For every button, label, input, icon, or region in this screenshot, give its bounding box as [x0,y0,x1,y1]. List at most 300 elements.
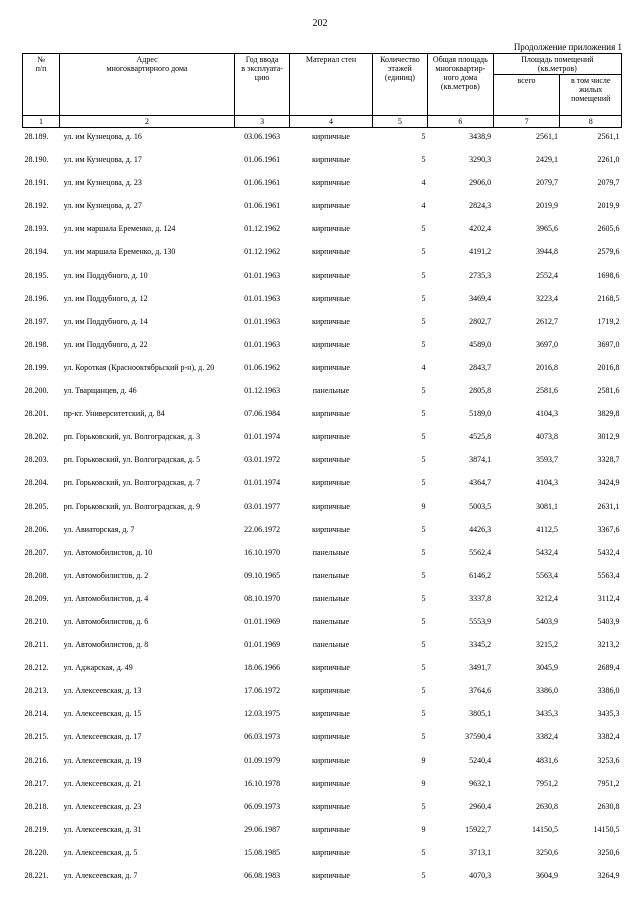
row-material: кирпичные [312,871,350,880]
row-material: кирпичные [312,155,350,165]
row-floors: 5 [421,524,426,534]
table-row [23,451,622,474]
table-row [23,313,622,336]
row-year: 18.06.1966 [244,663,281,673]
row-material: кирпичные [312,663,350,673]
row-year: 06.08.1983 [244,871,281,880]
row-total-area: 37590,4 [465,732,492,742]
row-area-all: 2581,6 [535,386,558,396]
row-floors: 5 [421,316,426,326]
row-area-all: 14150,5 [531,824,558,834]
row-area-living: 2579,6 [597,247,620,257]
row-address: ул. Автомобилистов, д. 10 [63,547,153,557]
row-material: кирпичные [312,709,350,719]
row-floors: 5 [421,132,426,141]
header-address: Адрес многоквартирного дома [60,54,235,116]
row-number: 28.196. [24,293,49,303]
row-number: 28.215. [24,732,49,742]
row-year: 06.09.1973 [244,801,281,811]
row-material: кирпичные [312,247,350,257]
row-year: 03.06.1963 [244,132,281,141]
row-address: ул. Алексеевская, д. 23 [63,801,142,811]
row-address: ул. им маршала Еременко, д. 130 [63,247,176,257]
row-year: 17.06.1972 [244,686,281,696]
row-area-all: 3944,8 [535,247,558,257]
row-year: 01.06.1961 [244,178,281,188]
row-number: 28.205. [24,501,49,511]
row-area-living: 3012,9 [597,432,620,442]
row-total-area: 4191,2 [469,247,492,257]
table-row [23,821,622,844]
row-number: 28.213. [24,686,49,696]
row-area-living: 1698,6 [597,270,620,280]
row-area-living: 14150,5 [593,824,620,834]
row-address: ул. им Кузнецова, д. 17 [63,155,142,165]
row-area-all: 4104,3 [535,478,558,488]
row-floors: 9 [421,824,426,834]
header-all: всего [493,75,560,116]
row-number: 28.195. [24,270,49,280]
column-number: 1 [23,116,60,128]
row-area-all: 3965,6 [535,224,558,234]
row-total-area: 4364,7 [469,478,492,488]
row-address: рп. Горьковский, ул. Волгоградская, д. 7 [63,478,201,488]
row-address: ул. Алексеевская, д. 5 [63,847,138,857]
row-material: кирпичные [312,524,350,534]
row-year: 12.03.1975 [244,709,281,719]
row-area-living: 2561,1 [597,132,620,141]
table-row [23,867,622,890]
row-area-living: 3697,0 [597,339,620,349]
row-material: панельные [312,547,350,557]
row-material: кирпичные [312,501,350,511]
continuation-note: Продолжение приложения 1 [513,42,622,52]
row-total-area: 4070,3 [469,871,492,880]
table-row [23,267,622,290]
row-area-living: 3829,8 [597,409,620,419]
row-material: кирпичные [312,201,350,211]
row-material: кирпичные [312,432,350,442]
row-material: кирпичные [312,270,350,280]
row-area-living: 3253,6 [597,755,620,765]
row-address: ул. Алексеевская, д. 7 [63,871,138,880]
row-area-all: 2019,9 [535,201,558,211]
row-floors: 5 [421,640,426,650]
row-area-living: 3386,0 [597,686,620,696]
row-floors: 5 [421,455,426,465]
row-year: 07.06.1984 [244,409,281,419]
table-row [23,382,622,405]
table-row [23,659,622,682]
row-area-all: 2016,8 [535,362,558,372]
row-number: 28.207. [24,547,49,557]
row-address: ул. им Поддубного, д. 14 [63,316,148,326]
table-row [23,613,622,636]
table-row [23,636,622,659]
row-area-living: 2630,8 [597,801,620,811]
table-row [23,521,622,544]
row-floors: 5 [421,386,426,396]
row-number: 28.194. [24,247,49,257]
row-address: ул. им Поддубного, д. 22 [63,339,148,349]
row-number: 28.216. [24,755,49,765]
row-address: ул. Тварщанцев, д. 46 [63,386,137,396]
row-material: панельные [312,593,350,603]
row-total-area: 2802,7 [469,316,492,326]
row-floors: 5 [421,270,426,280]
row-area-living: 5403,9 [597,616,620,626]
header-num: № п/п [23,54,60,116]
column-number: 3 [235,116,290,128]
row-area-living: 3367,6 [597,524,620,534]
table-row [23,752,622,775]
row-address: ул. Автомобилистов, д. 8 [63,640,149,650]
row-total-area: 2906,0 [469,178,492,188]
row-material: кирпичные [312,316,350,326]
row-year: 01.01.1963 [244,270,281,280]
row-total-area: 3874,1 [469,455,492,465]
row-area-living: 3382,4 [597,732,620,742]
row-number: 28.202. [24,432,49,442]
row-year: 01.01.1963 [244,339,281,349]
row-floors: 5 [421,709,426,719]
row-total-area: 5553,9 [469,616,492,626]
row-number: 28.214. [24,709,49,719]
row-floors: 5 [421,801,426,811]
row-total-area: 2960,4 [469,801,492,811]
row-area-all: 2630,8 [535,801,558,811]
row-number: 28.199. [24,362,49,372]
row-address: ул. им Поддубного, д. 12 [63,293,148,303]
row-address: ул. им маршала Еременко, д. 124 [63,224,176,234]
table-row [23,174,622,197]
row-number: 28.200. [24,386,49,396]
row-area-all: 2552,4 [535,270,558,280]
row-material: кирпичные [312,362,350,372]
table-row [23,798,622,821]
row-material: панельные [312,616,350,626]
row-address: ул. Алексеевская, д. 15 [63,709,142,719]
row-address: ул. Короткая (Краснооктябрьский р-н), д. 20 [63,362,215,372]
row-address: ул. им Кузнецова, д. 16 [63,132,142,141]
row-total-area: 15922,7 [465,824,492,834]
row-address: ул. Автомобилистов, д. 6 [63,616,149,626]
row-total-area: 9632,1 [469,778,492,788]
row-area-all: 4104,3 [535,409,558,419]
row-year: 06.03.1973 [244,732,281,742]
table-row [23,128,622,152]
row-area-living: 2689,4 [597,663,620,673]
row-material: кирпичные [312,478,350,488]
row-floors: 5 [421,224,426,234]
row-year: 01.09.1979 [244,755,281,765]
row-material: кирпичные [312,455,350,465]
header-total-area: Общая площадь многоквартир- ного дома (кв.метров) [427,54,493,116]
row-total-area: 3337,8 [469,593,492,603]
row-area-all: 2429,1 [535,155,558,165]
row-number: 28.191. [24,178,49,188]
row-area-living: 3328,7 [597,455,620,465]
row-total-area: 5562,4 [469,547,492,557]
row-year: 01.12.1962 [244,224,281,234]
row-area-living: 2168,5 [597,293,620,303]
row-number: 28.212. [24,663,49,673]
row-total-area: 2824,3 [469,201,492,211]
row-total-area: 3345,2 [469,640,492,650]
row-area-all: 3212,4 [535,593,558,603]
row-area-all: 4112,5 [536,524,558,534]
row-area-all: 3045,9 [535,663,558,673]
row-area-all: 3382,4 [535,732,558,742]
row-total-area: 4525,8 [469,432,492,442]
row-number: 28.218. [24,801,49,811]
row-area-living: 3264,9 [597,871,620,880]
row-material: кирпичные [312,686,350,696]
row-address: ул. Автомобилистов, д. 4 [63,593,149,603]
row-year: 16.10.1970 [244,547,281,557]
row-number: 28.197. [24,316,49,326]
column-number: 5 [372,116,427,128]
row-total-area: 5003,5 [469,501,492,511]
row-number: 28.209. [24,593,49,603]
row-year: 01.01.1974 [244,432,281,442]
table-row [23,290,622,313]
row-address: ул. Алексеевская, д. 17 [63,732,142,742]
table-row [23,567,622,590]
row-year: 01.06.1961 [244,201,281,211]
row-area-living: 2631,1 [597,501,620,511]
row-floors: 5 [421,247,426,257]
row-floors: 4 [421,362,426,372]
row-floors: 5 [421,409,426,419]
table-row [23,220,622,243]
row-year: 09.10.1965 [244,570,281,580]
row-floors: 5 [421,686,426,696]
row-year: 01.01.1969 [244,640,281,650]
header-year: Год ввода в эксплуата- цию [235,54,290,116]
column-number: 2 [60,116,235,128]
row-total-area: 3438,9 [469,132,492,141]
row-floors: 4 [421,178,426,188]
row-material: кирпичные [312,293,350,303]
table-row [23,775,622,798]
row-material: кирпичные [312,755,350,765]
row-area-all: 3604,9 [535,871,558,880]
row-number: 28.206. [24,524,49,534]
row-total-area: 5240,4 [469,755,492,765]
row-number: 28.219. [24,824,49,834]
row-total-area: 6146,2 [469,570,492,580]
row-area-living: 5563,4 [597,570,620,580]
page-number: 202 [312,18,328,29]
row-address: ул. им Поддубного, д. 10 [63,270,148,280]
row-year: 16.10.1978 [244,778,281,788]
row-floors: 5 [421,732,426,742]
row-area-all: 2612,7 [535,316,558,326]
row-area-all: 4073,8 [535,432,558,442]
row-floors: 5 [421,871,426,880]
row-area-all: 3215,2 [535,640,558,650]
row-material: панельные [312,640,350,650]
row-address: ул. Алексеевская, д. 21 [63,778,142,788]
row-floors: 9 [421,755,426,765]
row-area-all: 5563,4 [535,570,558,580]
row-year: 03.01.1972 [244,455,281,465]
row-number: 28.201. [24,409,49,419]
row-floors: 5 [421,478,426,488]
row-number: 28.221. [24,871,49,880]
row-area-all: 5432,4 [535,547,558,557]
table-row [23,498,622,521]
row-area-all: 7951,2 [535,778,558,788]
row-year: 29.06.1987 [244,824,281,834]
row-year: 01.01.1963 [244,316,281,326]
row-material: кирпичные [312,224,350,234]
row-year: 01.01.1974 [244,478,281,488]
row-area-all: 3250,6 [535,847,558,857]
row-area-living: 5432,4 [597,547,620,557]
row-total-area: 3713,1 [469,847,492,857]
housing-table [22,53,622,890]
column-number: 8 [560,116,622,128]
row-total-area: 3491,7 [469,663,492,673]
row-material: кирпичные [312,132,350,141]
row-number: 28.220. [24,847,49,857]
row-address: рп. Горьковский, ул. Волгоградская, д. 3 [63,432,201,442]
row-floors: 5 [421,616,426,626]
row-area-living: 3435,3 [597,709,620,719]
row-floors: 9 [421,778,426,788]
header-material: Материал стен [290,54,373,116]
row-total-area: 3469,4 [469,293,492,303]
row-floors: 5 [421,155,426,165]
row-total-area: 2735,3 [469,270,492,280]
row-number: 28.204. [24,478,49,488]
row-number: 28.198. [24,339,49,349]
row-number: 28.210. [24,616,49,626]
row-address: ул. Алексеевская, д. 13 [63,686,142,696]
row-area-all: 3593,7 [535,455,558,465]
row-total-area: 5189,0 [469,409,492,419]
table-row [23,405,622,428]
row-address: рп. Горьковский, ул. Волгоградская, д. 9 [63,501,201,511]
row-area-living: 2605,6 [597,224,620,234]
row-floors: 5 [421,593,426,603]
row-year: 01.01.1969 [244,616,281,626]
row-area-all: 3223,4 [535,293,558,303]
column-number: 6 [427,116,493,128]
table-row [23,728,622,751]
row-address: ул. Алексеевская, д. 31 [63,824,142,834]
row-floors: 4 [421,201,426,211]
row-total-area: 2805,8 [469,386,492,396]
row-area-living: 2261,0 [597,155,620,165]
row-area-all: 3697,0 [535,339,558,349]
row-floors: 9 [421,501,426,511]
row-material: панельные [312,386,350,396]
row-address: ул. Алексеевская, д. 19 [63,755,142,765]
row-address: ул. Аджарская, д. 49 [63,663,133,673]
table-row [23,197,622,220]
row-total-area: 2843,7 [469,362,492,372]
row-material: кирпичные [312,801,350,811]
row-area-living: 2019,9 [597,201,620,211]
row-year: 03.01.1977 [244,501,281,511]
row-floors: 5 [421,663,426,673]
header-living: в том числе жилых помещений [560,75,622,116]
header-premises-area: Площадь помещений (кв.метров) [493,54,621,75]
row-address: рп. Горьковский, ул. Волгоградская, д. 5 [63,455,201,465]
row-material: кирпичные [312,339,350,349]
table-row [23,844,622,867]
row-total-area: 3805,1 [469,709,492,719]
row-material: кирпичные [312,824,350,834]
row-total-area: 3764,6 [469,686,492,696]
row-area-living: 3213,2 [597,640,620,650]
row-area-living: 1719,2 [597,316,620,326]
table-body [23,128,622,891]
row-floors: 5 [421,547,426,557]
row-year: 15.08.1985 [244,847,281,857]
row-area-living: 3250,6 [597,847,620,857]
row-material: кирпичные [312,178,350,188]
row-number: 28.211. [24,640,49,650]
row-address: ул. Автомобилистов, д. 2 [63,570,149,580]
row-number: 28.192. [24,201,49,211]
table-row [23,151,622,174]
row-year: 01.06.1962 [244,362,281,372]
column-number: 4 [290,116,373,128]
row-floors: 5 [421,570,426,580]
row-address: ул. им Кузнецова, д. 23 [63,178,142,188]
row-area-all: 3386,0 [535,686,558,696]
table-row [23,243,622,266]
row-area-living: 2016,8 [597,362,620,372]
row-area-all: 3081,1 [535,501,558,511]
row-total-area: 4589,0 [469,339,492,349]
row-year: 01.12.1963 [244,386,281,396]
row-number: 28.193. [24,224,49,234]
table-row [23,359,622,382]
row-material: кирпичные [312,847,350,857]
table-row [23,474,622,497]
table-row [23,682,622,705]
row-material: кирпичные [312,778,350,788]
row-floors: 5 [421,847,426,857]
table-row [23,705,622,728]
row-address: ул. им Кузнецова, д. 27 [63,201,142,211]
row-material: панельные [312,570,350,580]
row-area-living: 7951,2 [597,778,620,788]
row-area-all: 2561,1 [535,132,558,141]
row-number: 28.217. [24,778,49,788]
row-area-all: 4831,6 [535,755,558,765]
row-floors: 5 [421,293,426,303]
header-floors: Количество этажей (единиц) [372,54,427,116]
row-year: 01.12.1962 [244,247,281,257]
table-row [23,336,622,359]
table-row [23,590,622,613]
row-total-area: 4426,3 [469,524,492,534]
column-number: 7 [493,116,560,128]
row-area-all: 2079,7 [535,178,558,188]
row-floors: 5 [421,339,426,349]
table-row [23,428,622,451]
row-year: 08.10.1970 [244,593,281,603]
row-area-living: 2581,6 [597,386,620,396]
row-total-area: 4202,4 [469,224,492,234]
row-material: кирпичные [312,409,350,419]
